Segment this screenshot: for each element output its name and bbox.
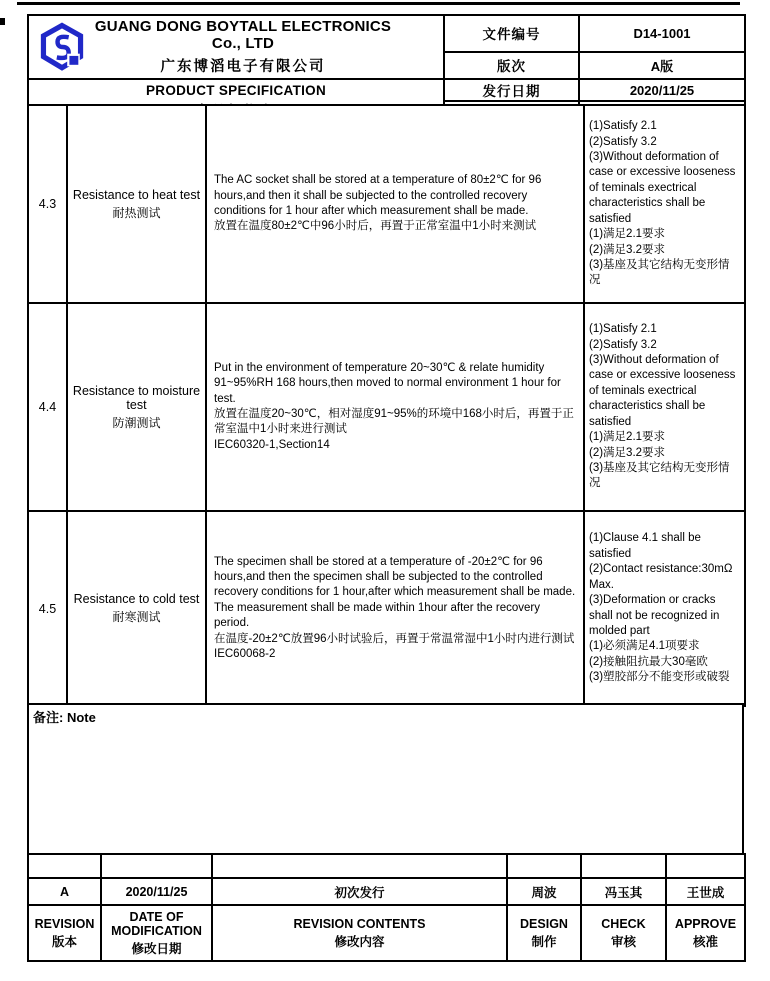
company-logo (35, 22, 89, 72)
revision-contents: 初次发行 (212, 878, 507, 905)
field-value-edition: A版 (579, 52, 745, 79)
header-en: CHECK (601, 916, 646, 931)
test-name-en: Resistance to moisture test (72, 383, 201, 412)
test-name (67, 303, 206, 511)
text-line: (1)Satisfy 2.1 (589, 120, 657, 133)
text-line: (3)Deformation or cracks shall not be recognized in molded part (589, 594, 720, 637)
empty-cell (581, 854, 666, 878)
text-line: The AC socket shall be stored at a temperature of 80±2℃ for 96 hours,and then it shall be subjected to the controlled recovery conditions for 1 hour after which measurement shall be made. (214, 174, 542, 217)
text-line: 放置在温度80±2℃中96小时后，再置于正常室温中1小时来测试 (214, 220, 537, 233)
header-cn: 修改内容 (334, 934, 385, 949)
header-en: APPROVE (674, 916, 737, 931)
text-line: Put in the environment of temperature 20~30℃ & relate humidity 91~95%RH 168 hours,then moved to normal environment 1 hour for test. (214, 361, 561, 405)
test-no: 4.5 (28, 511, 67, 706)
revision-header-check (581, 905, 666, 961)
field-value-issue-date: 2020/11/25 (579, 79, 745, 101)
revision-approve: 王世成 (666, 878, 745, 905)
header-cn: 修改日期 (131, 941, 182, 956)
empty-cell (507, 854, 581, 878)
revision-header-revision (28, 905, 101, 961)
revision-rev: A (28, 878, 101, 905)
note-section (27, 703, 744, 855)
text-line: (1)Satisfy 2.1 (589, 323, 657, 336)
text-line: (3)Without deformation of case or excessive looseness of teminals exectrical characteristics shall be satisfied (589, 354, 736, 428)
text-line: IEC60320-1,Section14 (214, 438, 330, 451)
test-spec-table (27, 104, 746, 707)
header-cn: 审核 (610, 934, 636, 949)
test-requirement (584, 511, 745, 706)
text-line: 在温度-20±2℃放置96小时试验后，再置于常温常湿中1小时内进行测试 (214, 632, 575, 645)
empty-cell (212, 854, 507, 878)
header-cn: 核准 (692, 934, 718, 949)
test-no: 4.4 (28, 303, 67, 511)
header-en: DESIGN (520, 916, 568, 931)
scan-artifact-mark (0, 18, 5, 25)
test-requirement (584, 303, 745, 511)
test-row-4-5 (28, 511, 745, 706)
revision-table (27, 853, 746, 962)
cube-s-logo-icon (39, 22, 85, 72)
empty-cell (28, 854, 101, 878)
revision-header-row (28, 905, 745, 961)
text-line: (1)满足2.1要求 (589, 228, 666, 241)
text-line: 放置在温度20~30℃，相对湿度91~95%的环境中168小时后，再置于正常室温中1小时来进行测试 (214, 408, 574, 436)
revision-header-date (101, 905, 212, 961)
header-en: REVISION (34, 916, 95, 931)
field-label-issue-date: 发行日期 (444, 79, 579, 101)
test-name-en: Resistance to cold test (73, 592, 200, 606)
company-name-cn: 广东博滔电子有限公司 (160, 59, 326, 75)
header-cn: 制作 (531, 934, 557, 949)
header-en: DATE OF MODIFICATION (111, 909, 202, 938)
text-line: (1)满足2.1要求 (589, 431, 666, 444)
revision-check: 冯玉其 (581, 878, 666, 905)
test-description (206, 303, 584, 511)
text-line: (3)基座及其它结构无变形情况 (589, 461, 730, 490)
text-line: (2)满足3.2要求 (589, 243, 666, 256)
empty-cell (666, 854, 745, 878)
text-line: (2)Satisfy 3.2 (589, 135, 657, 148)
text-line: (3)基座及其它结构无变形情况 (589, 258, 730, 287)
test-requirement (584, 105, 745, 303)
field-value-doc-number: D14-1001 (579, 15, 745, 52)
text-line: IEC60068-2 (214, 648, 276, 661)
text-line: (2)满足3.2要求 (589, 446, 666, 459)
test-name-cn: 防潮测试 (112, 415, 161, 430)
text-line: The measurement shall be made within 1hour after the recovery period. (214, 601, 540, 630)
test-no: 4.3 (28, 105, 67, 303)
note-label: 备注: Note (33, 710, 96, 725)
test-description (206, 105, 584, 303)
field-label-doc-number: 文件编号 (444, 15, 579, 52)
revision-date: 2020/11/25 (101, 878, 212, 905)
header-cn: 版本 (51, 934, 77, 949)
field-label-edition: 版次 (444, 52, 579, 79)
text-line: The specimen shall be stored at a temperature of -20±2℃ for 96 hours,and then the specimen shall be subjected to the controlled recovery conditions for 1 hour,after which measurement shall be made. (214, 555, 576, 599)
text-line: (2)Satisfy 3.2 (589, 338, 657, 351)
revision-header-design (507, 905, 581, 961)
company-name-en: GUANG DONG BOYTALL ELECTRONICS Co., LTD (94, 18, 392, 52)
revision-design: 周波 (507, 878, 581, 905)
text-line: (3)Without deformation of case or excessive looseness of teminals exectrical characteristics shall be satisfied (589, 151, 736, 225)
scan-artifact-line (17, 2, 740, 5)
test-name-cn: 耐热测试 (112, 205, 161, 220)
doc-title-en: PRODUCT SPECIFICATION (145, 83, 327, 98)
test-row-4-3 (28, 105, 745, 303)
revision-entry-row (28, 878, 745, 905)
text-line: (3)塑胶部分不能变形或破裂 (589, 671, 730, 684)
text-line: (2)接触阻抗最大30毫欧 (589, 655, 708, 668)
test-name (67, 511, 206, 706)
header-en: REVISION CONTENTS (293, 916, 426, 931)
test-description (206, 511, 584, 706)
test-name-en: Resistance to heat test (72, 187, 201, 202)
empty-cell (101, 854, 212, 878)
text-line: (2)Contact resistance:30mΩ Max. (589, 563, 733, 591)
text-line: (1)必须满足4.1项要求 (589, 640, 700, 653)
revision-header-approve (666, 905, 745, 961)
test-name-cn: 耐寒测试 (112, 610, 161, 624)
company-cell (28, 15, 444, 79)
revision-empty-row (28, 854, 745, 878)
test-name (67, 105, 206, 303)
text-line: (1)Clause 4.1 shall be satisfied (589, 532, 701, 560)
revision-header-contents (212, 905, 507, 961)
test-row-4-4 (28, 303, 745, 511)
